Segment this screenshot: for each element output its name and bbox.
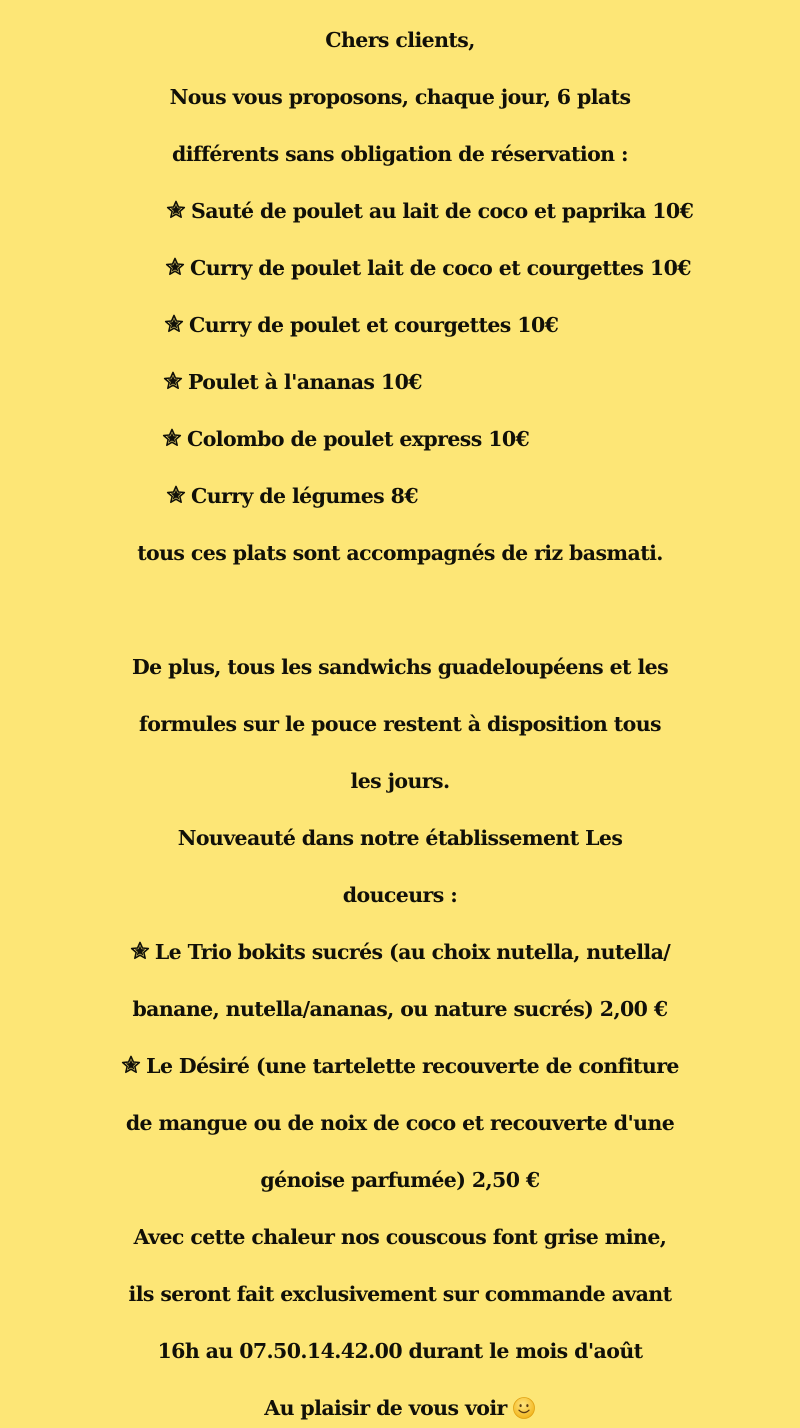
star-icon	[163, 371, 183, 391]
dessert-item	[0, 932, 800, 972]
dessert-label-line-1: Le Trio bokits sucrés (au choix nutella, nutella/	[154, 940, 671, 964]
dessert-label-line-3: génoise parfumée) 2,50 €	[260, 1168, 540, 1192]
star-icon	[162, 428, 182, 448]
dish-label: Sauté de poulet au lait de coco et paprika 10€	[191, 199, 694, 223]
dishes-note: tous ces plats sont accompagnés de riz basmati.	[137, 541, 663, 565]
star-icon	[164, 314, 184, 334]
star-icon	[166, 200, 186, 220]
dish-item	[164, 305, 764, 345]
novelty-line-1: Nouveauté dans notre établissement Les	[177, 826, 623, 850]
dessert-label-line-1: Le Désiré (une tartelette recouverte de confiture	[146, 1054, 679, 1078]
dish-item	[165, 248, 765, 288]
dish-item	[166, 191, 766, 231]
dish-label: Curry de poulet et courgettes 10€	[189, 313, 559, 337]
dessert-item	[0, 1046, 800, 1086]
star-icon	[166, 485, 186, 505]
closing-text: Au plaisir de vous voir	[264, 1396, 507, 1420]
star-icon	[130, 941, 150, 961]
couscous-line-2: ils seront fait exclusivement sur commande avant	[128, 1282, 672, 1306]
dish-item	[163, 362, 763, 402]
sandwiches-line-1: De plus, tous les sandwichs guadeloupéens et les	[131, 655, 669, 679]
dish-label: Colombo de poulet express 10€	[187, 427, 530, 451]
dish-label: Curry de légumes 8€	[191, 484, 418, 508]
intro-line-1: Nous vous proposons, chaque jour, 6 plats	[169, 85, 631, 109]
smiley-icon	[512, 1396, 536, 1420]
greeting: Chers clients,	[325, 28, 475, 52]
dessert-label-line-2: banane, nutella/ananas, ou nature sucrés) 2,00 €	[132, 997, 668, 1021]
novelty-line-2: douceurs :	[342, 883, 458, 907]
dish-label: Curry de poulet lait de coco et courgettes 10€	[190, 256, 691, 280]
star-icon	[165, 257, 185, 277]
star-icon	[121, 1055, 141, 1075]
couscous-line-1: Avec cette chaleur nos couscous font grise mine,	[133, 1225, 667, 1249]
dish-item	[162, 419, 762, 459]
dish-item	[166, 476, 766, 516]
dish-label: Poulet à l'ananas 10€	[188, 370, 422, 394]
couscous-line-3: 16h au 07.50.14.42.00 durant le mois d'août	[157, 1339, 643, 1363]
dessert-label-line-2: de mangue ou de noix de coco et recouverte d'une	[125, 1111, 675, 1135]
closing-line	[0, 1388, 800, 1428]
sandwiches-line-3: les jours.	[350, 769, 450, 793]
sandwiches-line-2: formules sur le pouce restent à disposition tous	[139, 712, 661, 736]
intro-line-2: différents sans obligation de réservation :	[172, 142, 628, 166]
